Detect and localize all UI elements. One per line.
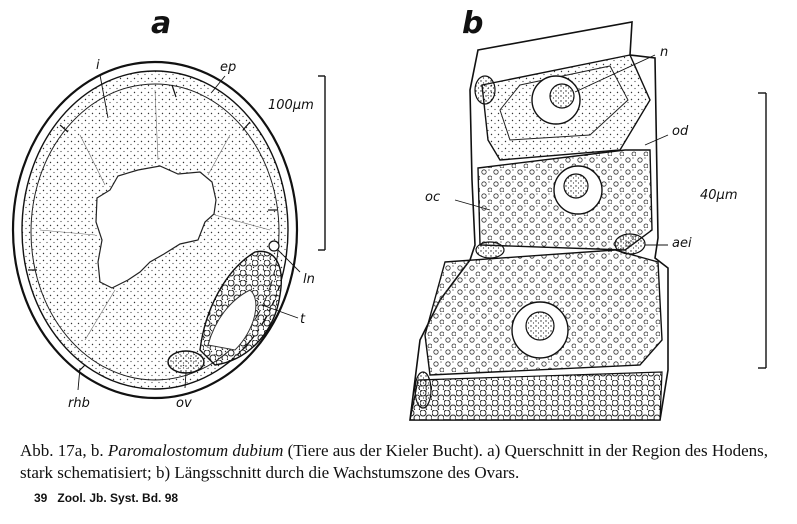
label-ln: ln xyxy=(303,272,315,287)
scale-b-label: 40µm xyxy=(700,188,738,203)
label-i: i xyxy=(96,58,100,73)
label-aei: aei xyxy=(672,236,692,251)
figure-caption xyxy=(20,440,780,484)
footer-journal: Zool. Jb. Syst. Bd. 98 xyxy=(57,491,179,505)
label-od: od xyxy=(672,124,689,139)
label-rhb: rhb xyxy=(68,396,90,411)
label-ov: ov xyxy=(176,396,192,411)
footer-page-number: 39 xyxy=(34,491,48,505)
label-oc: oc xyxy=(425,190,441,205)
caption-species: Paromalostomum dubium xyxy=(107,441,284,460)
panel-a-letter: a xyxy=(151,6,172,41)
label-n: n xyxy=(660,45,669,60)
caption-text: (Tiere aus der Kieler Bucht). a) Querschnitt in der Region des Hodens, stark schematisiert; b) Längsschnitt durch die Wachstumszone des Ovars. xyxy=(20,441,769,482)
panel-b-letter: b xyxy=(462,6,484,41)
page-footer xyxy=(34,491,188,505)
scale-a-label: 100µm xyxy=(268,98,314,113)
label-ep: ep xyxy=(220,60,237,75)
label-t: t xyxy=(300,312,306,327)
panel-b-drawing xyxy=(410,22,766,420)
caption-prefix: Abb. 17a, b. xyxy=(20,441,108,460)
